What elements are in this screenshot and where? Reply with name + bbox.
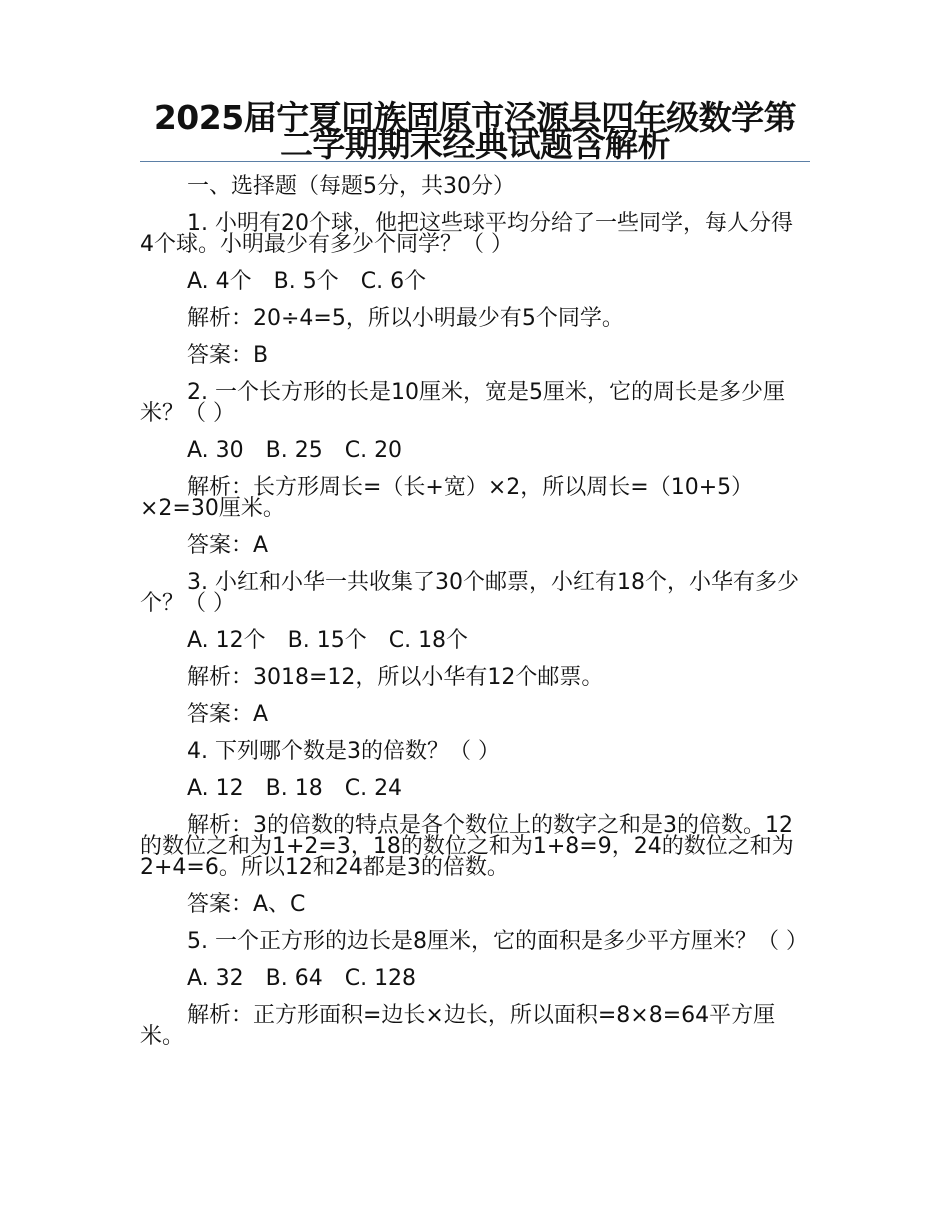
- question-3-options: A. 12个 B. 15个 C. 18个: [187, 628, 469, 653]
- document-title: 2025届宁夏回族固原市泾源县四年级数学第二学期期末经典试题含解析: [153, 98, 797, 164]
- title-divider: [140, 161, 810, 162]
- question-2-options: A. 30 B. 25 C. 20: [187, 438, 403, 463]
- question-1-analysis: 解析：20÷4=5，所以小明最少有5个同学。: [187, 306, 624, 331]
- question-4-options: A. 12 B. 18 C. 24: [187, 776, 403, 801]
- question-4-stem: 4. 下列哪个数是3的倍数？（ ）: [187, 739, 500, 764]
- question-1-stem: 1. 小明有20个球，他把这些球平均分给了一些同学，每人分得4个球。小明最少有多少个同学？（ ）: [140, 211, 793, 257]
- document-body: [140, 174, 808, 1063]
- question-1-options: A. 4个 B. 5个 C. 6个: [187, 269, 427, 294]
- question-5-options: A. 32 B. 64 C. 128: [187, 966, 417, 991]
- question-3-stem: 3. 小红和小华一共收集了30个邮票，小红有18个，小华有多少个？（ ）: [140, 570, 799, 616]
- section-heading: 一、选择题（每题5分，共30分）: [187, 174, 515, 199]
- question-4-analysis: 解析：3的倍数的特点是各个数位上的数字之和是3的倍数。12的数位之和为1+2=3，18的数位之和为1+8=9，24的数位之和为2+4=6。所以12和24都是3的倍数。: [140, 813, 794, 880]
- question-3-answer: 答案：A: [187, 702, 269, 727]
- question-2-analysis: 解析：长方形周长=（长+宽）×2，所以周长=（10+5）×2=30厘米。: [140, 475, 754, 521]
- question-5-stem: 5. 一个正方形的边长是8厘米，它的面积是多少平方厘米？（ ）: [187, 929, 808, 954]
- question-3-analysis: 解析：3018=12，所以小华有12个邮票。: [187, 665, 604, 690]
- question-5-analysis: 解析：正方形面积=边长×边长，所以面积=8×8=64平方厘米。: [140, 1003, 776, 1049]
- question-4-answer: 答案：A、C: [187, 892, 306, 917]
- question-1-answer: 答案：B: [187, 343, 269, 368]
- question-2-answer: 答案：A: [187, 533, 269, 558]
- question-2-stem: 2. 一个长方形的长是10厘米，宽是5厘米，它的周长是多少厘米？（ ）: [140, 380, 785, 426]
